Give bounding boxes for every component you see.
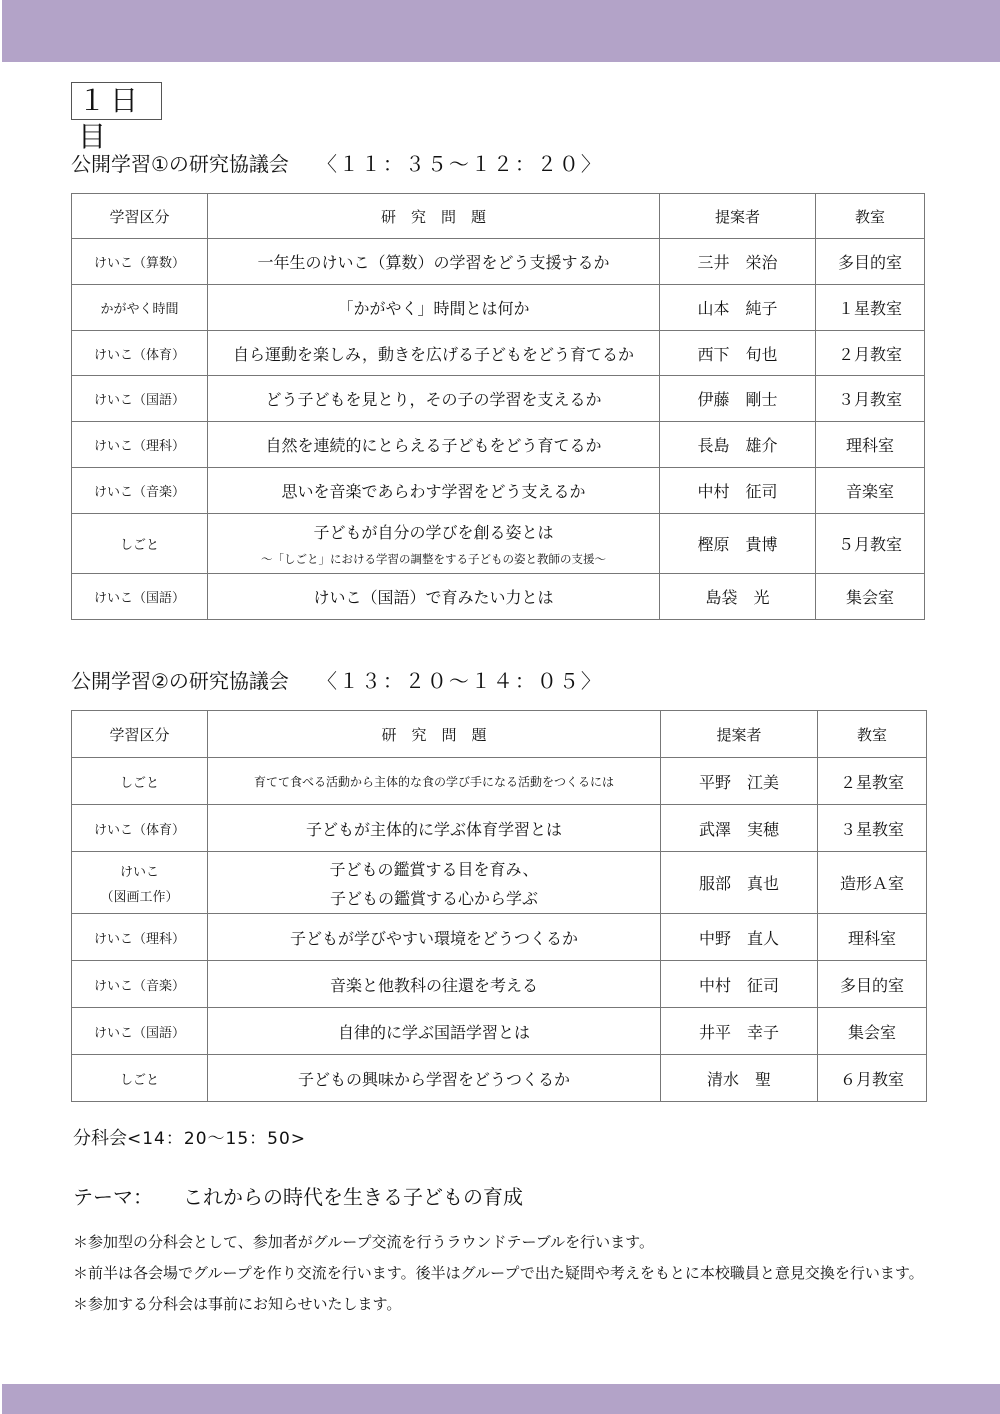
table-row (72, 376, 925, 422)
cell-presenter: 西下 旬也 (660, 331, 816, 376)
cell-room: ６月教室 (818, 1055, 927, 1102)
cell-topic: けいこ（国語）で育みたい力とは (208, 574, 660, 620)
breakout-theme (73, 1181, 523, 1210)
cell-presenter: 中村 征司 (661, 961, 818, 1008)
cell-presenter: 樫原 貴博 (660, 514, 816, 574)
table-row (72, 514, 925, 574)
table-header-row (72, 194, 925, 239)
cell-room: 多目的室 (816, 239, 925, 285)
cell-category: けいこ（国語） (72, 574, 208, 620)
table-row (72, 574, 925, 620)
cell-room: ３星教室 (818, 805, 927, 852)
cell-topic: 子どもが学びやすい環境をどうつくるか (208, 914, 661, 961)
session1-title: 公開学習①の研究協議会 (71, 152, 289, 176)
note-item: ＊前半は各会場でグループを作り交流を行います。後半はグループで出た疑問や考えをもとに本校職員と意見交換を行います。 (73, 1264, 924, 1282)
col-header-category: 学習区分 (72, 194, 208, 239)
session2-table (71, 710, 927, 1102)
cell-topic: 子どもの興味から学習をどうつくるか (208, 1055, 661, 1102)
table-row (72, 961, 927, 1008)
cell-room: 集会室 (816, 574, 925, 620)
table-row (72, 285, 925, 331)
cell-room: ２星教室 (818, 758, 927, 805)
cell-topic: 自ら運動を楽しみ，動きを広げる子どもをどう育てるか (208, 331, 660, 376)
cell-category: けいこ（理科） (72, 914, 208, 961)
cell-room: 音楽室 (816, 468, 925, 514)
day-label: １日目 (71, 82, 162, 120)
cell-topic: 子どもが主体的に学ぶ体育学習とは (208, 805, 661, 852)
breakout-title: 分科会 (73, 1128, 127, 1149)
cell-topic: どう子どもを見とり，その子の学習を支えるか (208, 376, 660, 422)
cell-topic (208, 514, 660, 574)
col-header-topic: 研 究 問 題 (208, 711, 661, 758)
topic-main: 子どもが自分の学びを創る姿とは (313, 523, 554, 542)
table-header-row (72, 711, 927, 758)
table-row (72, 758, 927, 805)
col-header-topic: 研 究 問 題 (208, 194, 660, 239)
cell-category: しごと (72, 1055, 208, 1102)
header-band (2, 0, 1000, 62)
table-row (72, 1055, 927, 1102)
cell-room: ５月教室 (816, 514, 925, 574)
cell-room: １星教室 (816, 285, 925, 331)
cell-presenter: 長島 雄介 (660, 422, 816, 468)
session1-heading (71, 148, 603, 177)
col-header-presenter: 提案者 (661, 711, 818, 758)
topic-line1: 子どもの鑑賞する目を育み、 (329, 859, 539, 879)
breakout-notes (73, 1227, 943, 1320)
cell-category: けいこ（体育） (72, 805, 208, 852)
table-row (72, 852, 927, 914)
cell-topic: 思いを音楽であらわす学習をどう支えるか (208, 468, 660, 514)
col-header-room: 教室 (818, 711, 927, 758)
note-item: ＊参加型の分科会として、参加者がグループ交流を行うラウンドテーブルを行います。 (73, 1233, 654, 1251)
cell-topic: 音楽と他教科の往還を考える (208, 961, 661, 1008)
breakout-heading (73, 1124, 306, 1150)
cell-topic (208, 852, 661, 914)
cell-room: ３月教室 (816, 376, 925, 422)
cell-room: 理科室 (816, 422, 925, 468)
cell-category: けいこ（国語） (72, 376, 208, 422)
cell-category: けいこ（理科） (72, 422, 208, 468)
topic-line2: 子どもの鑑賞する心から学ぶ (329, 888, 538, 908)
cell-presenter: 服部 真也 (661, 852, 818, 914)
cell-room: 多目的室 (818, 961, 927, 1008)
cell-presenter: 三井 栄治 (660, 239, 816, 285)
cell-room: ２月教室 (816, 331, 925, 376)
topic-subtitle: 〜「しごと」における学習の調整をする子どもの姿と教師の支援〜 (261, 552, 606, 566)
cell-room: 集会室 (818, 1008, 927, 1055)
col-header-category: 学習区分 (72, 711, 208, 758)
table-row (72, 239, 925, 285)
cell-category: かがやく時間 (72, 285, 208, 331)
session1-table (71, 193, 925, 620)
table-row (72, 1008, 927, 1055)
session2-title: 公開学習②の研究協議会 (71, 669, 289, 693)
cell-category: けいこ（音楽） (72, 961, 208, 1008)
cell-topic: 一年生のけいこ（算数）の学習をどう支援するか (208, 239, 660, 285)
table-row (72, 468, 925, 514)
theme-label: テーマ： (73, 1185, 153, 1209)
cell-presenter: 武澤 実穂 (661, 805, 818, 852)
table-row (72, 331, 925, 376)
cell-room: 造形Ａ室 (818, 852, 927, 914)
cell-category: しごと (72, 758, 208, 805)
cell-category: けいこ（体育） (72, 331, 208, 376)
cell-category: けいこ（国語） (72, 1008, 208, 1055)
cell-category (72, 852, 208, 914)
cell-presenter: 中村 征司 (660, 468, 816, 514)
cell-topic: 自律的に学ぶ国語学習とは (208, 1008, 661, 1055)
table-row (72, 805, 927, 852)
cell-category: けいこ（算数） (72, 239, 208, 285)
theme-value: これからの時代を生きる子どもの育成 (183, 1185, 523, 1209)
cell-presenter: 山本 純子 (660, 285, 816, 331)
cell-presenter: 島袋 光 (660, 574, 816, 620)
cell-presenter: 伊藤 剛士 (660, 376, 816, 422)
cell-presenter: 中野 直人 (661, 914, 818, 961)
cell-category: しごと (72, 514, 208, 574)
note-item: ＊参加する分科会は事前にお知らせいたします。 (73, 1295, 402, 1313)
session2-time: 〈１３：２０〜１４：０５〉 (316, 669, 603, 693)
breakout-time: <14：20〜15：50> (127, 1129, 307, 1149)
col-header-presenter: 提案者 (660, 194, 816, 239)
cell-presenter: 井平 幸子 (661, 1008, 818, 1055)
session1-time: 〈１１：３５〜１２：２０〉 (316, 152, 603, 176)
cell-topic: 「かがやく」時間とは何か (208, 285, 660, 331)
cell-room: 理科室 (818, 914, 927, 961)
table-row (72, 914, 927, 961)
table-row (72, 422, 925, 468)
cell-category: けいこ（音楽） (72, 468, 208, 514)
category-line2: （図画工作） (100, 889, 179, 905)
cell-presenter: 清水 聖 (661, 1055, 818, 1102)
cell-topic: 自然を連続的にとらえる子どもをどう育てるか (208, 422, 660, 468)
cell-topic: 育てて食べる活動から主体的な食の学び手になる活動をつくるには (208, 758, 661, 805)
col-header-room: 教室 (816, 194, 925, 239)
session2-heading (71, 665, 603, 694)
category-line1: けいこ (119, 864, 159, 880)
cell-presenter: 平野 江美 (661, 758, 818, 805)
footer-band (2, 1384, 1000, 1414)
